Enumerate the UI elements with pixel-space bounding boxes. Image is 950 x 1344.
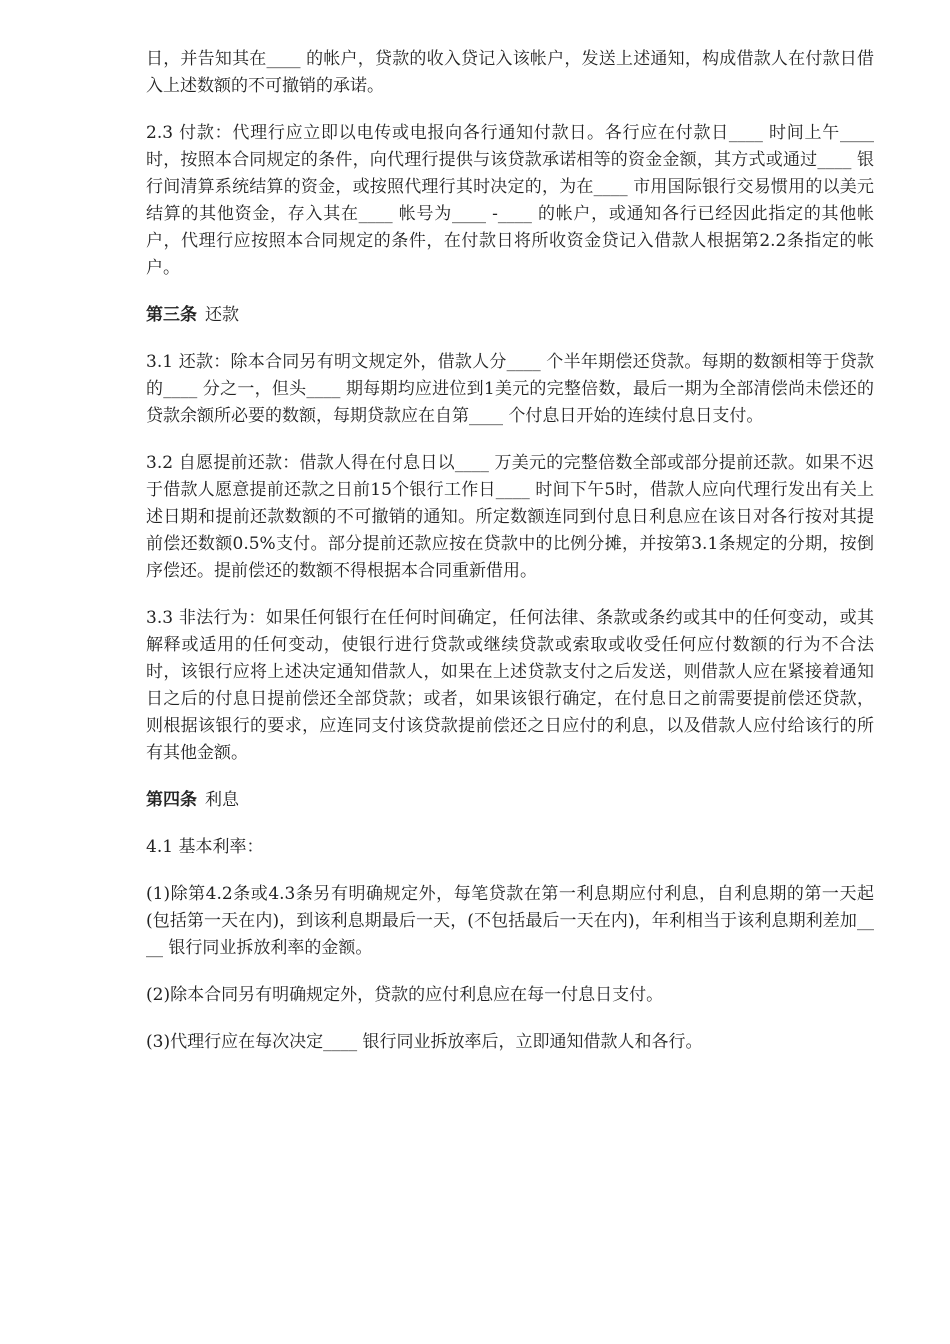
document-page bbox=[146, 46, 874, 1076]
paragraph-4-1-base-rate: 4.1 基本利率： bbox=[146, 837, 264, 857]
paragraph-3-1-repayment: 3.1 还款：除本合同另有明文规定外，借款人分____ 个半年期偿还贷款。每期的数额相等于贷款的____ 分之一，但头____ 期每期均应进位到1美元的完整倍数，最后一期为全部清偿尚未偿还的贷款余额所必要的数额，每期贷款应在自第____ 个付息日开始的连续付息日支付。 bbox=[146, 352, 874, 426]
paragraph-4-1-item-1: (1)除第4.2条或4.3条另有明确规定外，每笔贷款在第一利息期应付利息，自利息期的第一天起(包括第一天在内)，到该利息期最后一天，(不包括最后一天在内)，年利相当于该利息期利差加____ 银行同业拆放利率的金额。 bbox=[146, 884, 874, 958]
paragraph-4-1-item-2: (2)除本合同另有明确规定外，贷款的应付利息应在每一付息日支付。 bbox=[146, 985, 664, 1005]
section-title: 利息 bbox=[205, 790, 239, 810]
section-heading-article-4 bbox=[146, 787, 874, 814]
paragraph-2-3-payment: 2.3 付款：代理行应立即以电传或电报向各行通知付款日。各行应在付款日____ 时间上午____ 时，按照本合同规定的条件，向代理行提供与该贷款承诺相等的资金金额，其方式或通过____ 银行间清算系统结算的资金，或按照代理行其时决定的，为在____ 市用国际银行交易惯用的以美元结算的其他资金，存入其在____ 帐号为____ -____ 的帐户，或通知各行已经因此指定的其他帐户，代理行应按照本合同规定的条件，在付款日将所收资金贷记入借款人根据第2.2条指定的帐户。 bbox=[146, 123, 874, 278]
paragraph-continuation: 日，并告知其在____ 的帐户，贷款的收入贷记入该帐户，发送上述通知，构成借款人在付款日借入上述数额的不可撤销的承诺。 bbox=[146, 49, 874, 96]
paragraph-3-2-prepayment: 3.2 自愿提前还款：借款人得在付息日以____ 万美元的完整倍数全部或部分提前还款。如果不迟于借款人愿意提前还款之日前15个银行工作日____ 时间下午5时，借款人应向代理行发出有关上述日期和提前还款数额的不可撤销的通知。所定数额连同到付息日利息应在该日对各行按对其提前偿还数额0.5%支付。部分提前还款应按在贷款中的比例分摊，并按第3.1条规定的分期，按倒序偿还。提前偿还的数额不得根据本合同重新借用。 bbox=[146, 453, 874, 581]
paragraph-3-3-illegality: 3.3 非法行为：如果任何银行在任何时间确定，任何法律、条款或条约或其中的任何变动，或其解释或适用的任何变动，使银行进行贷款或继续贷款或索取或收受任何应付数额的行为不合法时，该银行应将上述决定通知借款人，如果在上述贷款支付之后发送，则借款人应在紧接着通知日之后的付息日提前偿还全部贷款；或者，如果该银行确定，在付息日之前需要提前偿还贷款，则根据该银行的要求，应连同支付该贷款提前偿还之日应付的利息，以及借款人应付给该行的所有其他金额。 bbox=[146, 608, 874, 763]
section-label: 第四条 bbox=[146, 790, 197, 810]
section-heading-article-3 bbox=[146, 302, 874, 329]
section-title: 还款 bbox=[205, 305, 239, 325]
section-label: 第三条 bbox=[146, 305, 197, 325]
paragraph-4-1-item-3: (3)代理行应在每次决定____ 银行同业拆放率后，立即通知借款人和各行。 bbox=[146, 1032, 703, 1052]
